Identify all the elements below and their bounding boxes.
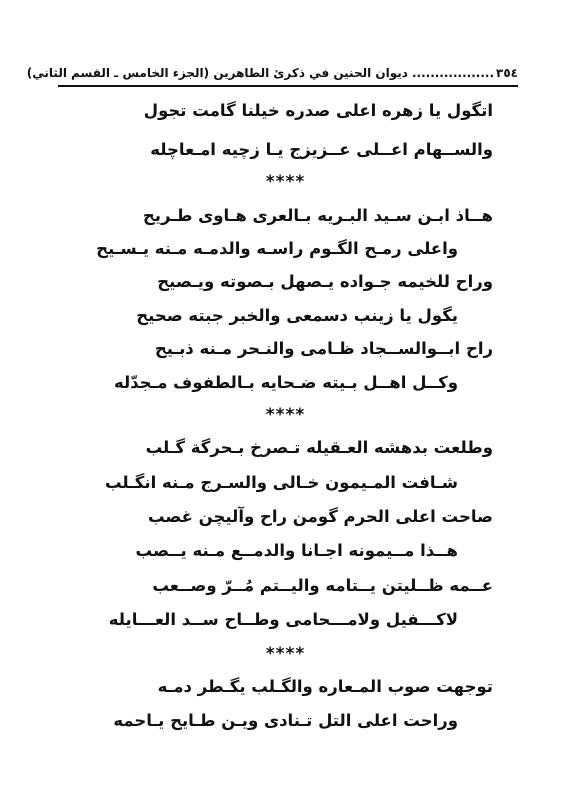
poem-line: اتگول يا زهره اعلى صدره خيلنا گامت تجول <box>143 101 493 120</box>
poem-line: هــاذ ابـن سـيد البـريه بـالعرى هـاوى طـريح <box>142 206 493 225</box>
header-rule <box>58 85 518 87</box>
stanza-separator: **** <box>265 644 306 664</box>
poem-line: واعلى رمـح الگـوم راسـه والدمـه مـنه يـسـيح <box>96 239 458 258</box>
poem-line: راح ابــوالســجاد ظـامى والنـحر مـنه ذبـيح <box>154 339 493 358</box>
header-dots: .................. <box>411 66 495 80</box>
poem-line: توجهت صوب المـعاره والگـلب يگـطر دمـه <box>157 677 493 696</box>
poem-line: وراح للخيمه جـواده يـصهل بـصوته ويـصيح <box>157 272 493 291</box>
poem-line: شـافت المـيمون خـالى والسـرج مـنه انگـلب <box>104 473 458 492</box>
page-number: ٣٥٤ <box>496 66 518 80</box>
poem-line: عــمه ظــليتن يــتامه واليــتم مُــرّ وصــعب <box>152 576 493 595</box>
poem-line: وراحت اعلى التل تـنادى ويـن طـايح يـاحمه <box>113 711 458 730</box>
poem-line: يگول يا زينب دسمعى والخبر جبته صحيح <box>136 306 458 325</box>
poem-line: لاكـــفيل ولامـــحامى وطــاح ســد العـــايله <box>108 610 458 629</box>
poem-line: وطلعت بدهشه العـقيله تـصرخ بـحرگة گـلب <box>145 438 493 457</box>
poem-line: صاحت اعلى الحرم گومن راح وآليچن غصب <box>147 507 493 526</box>
running-header <box>26 63 518 83</box>
stanza-separator: **** <box>265 405 306 425</box>
poem-line: والســهام اعــلى عــزيزج يـا زچيه امـعاچله <box>150 140 493 159</box>
poem-line: وكــل اهــل بـيته ضـحايه بـالطفوف مـجدّله <box>113 373 458 392</box>
header-title: ديوان الحنين في ذكرئ الطاهرين (الجزء الخامس ـ القسم الثاني) <box>26 66 408 80</box>
poem-line: هــذا مــيمونه اجـانا والدمــع مـنه يــصب <box>135 541 458 560</box>
stanza-separator: **** <box>265 172 306 192</box>
